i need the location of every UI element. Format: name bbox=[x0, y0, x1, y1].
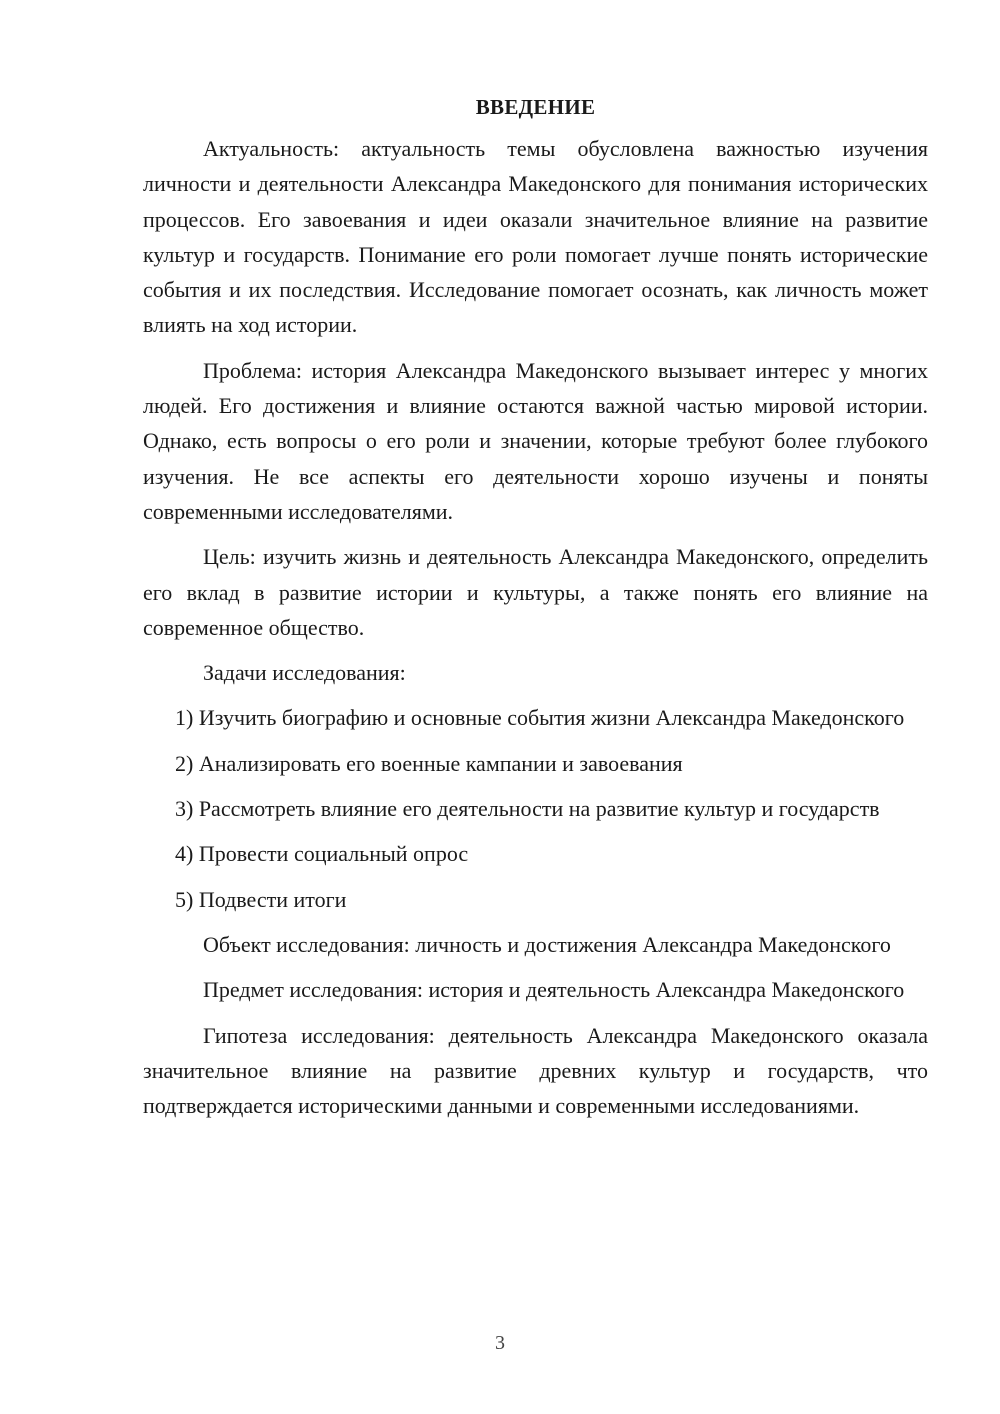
goal-paragraph: Цель: изучить жизнь и деятельность Александра Македонского, определить его вклад в развитие истории и культуры, а также понять его влияние на современное общество. bbox=[143, 544, 928, 640]
problem-paragraph: Проблема: история Александра Македонского вызывает интерес у многих людей. Его достижения и влияние остаются важной частью мировой истории. Однако, есть вопросы о его роли и значении, которые требуют более глубокого изучения. Не все аспекты его деятельности хорошо изучены и поняты современными исследователями. bbox=[143, 357, 928, 524]
relevance-paragraph: Актуальность: актуальность темы обусловлена важностью изучения личности и деятельности Александра Македонского для понимания исторических процессов. Его завоевания и идеи оказали значительное влияние на развитие культур и государств. Понимание его роли помогает лучше понять исторические события и их последствия. Исследование помогает осознать, как личность может влиять на ход истории. bbox=[143, 136, 928, 338]
task-item-4: 4) Провести социальный опрос bbox=[175, 841, 469, 867]
object-paragraph: Объект исследования: личность и достижения Александра Македонского bbox=[203, 931, 891, 957]
task-item-5: 5) Подвести итоги bbox=[175, 886, 347, 912]
page-number: 3 bbox=[495, 1332, 505, 1354]
page-title: ВВЕДЕНИЕ bbox=[475, 95, 596, 119]
task-item-3: 3) Рассмотреть влияние его деятельности на развитие культур и государств bbox=[175, 796, 880, 822]
document-page bbox=[143, 90, 928, 1133]
hypothesis-paragraph: Гипотеза исследования: деятельность Александра Македонского оказала значительное влияние на развитие древних культур и государств, что подтверждается историческими данными и современными исследованиями. bbox=[143, 1022, 928, 1119]
tasks-heading: Задачи исследования: bbox=[203, 660, 406, 686]
task-item-1: 1) Изучить биографию и основные события жизни Александра Македонского bbox=[175, 705, 905, 731]
task-item-2: 2) Анализировать его военные кампании и завоевания bbox=[175, 750, 683, 776]
subject-paragraph: Предмет исследования: история и деятельность Александра Македонского bbox=[203, 977, 905, 1003]
